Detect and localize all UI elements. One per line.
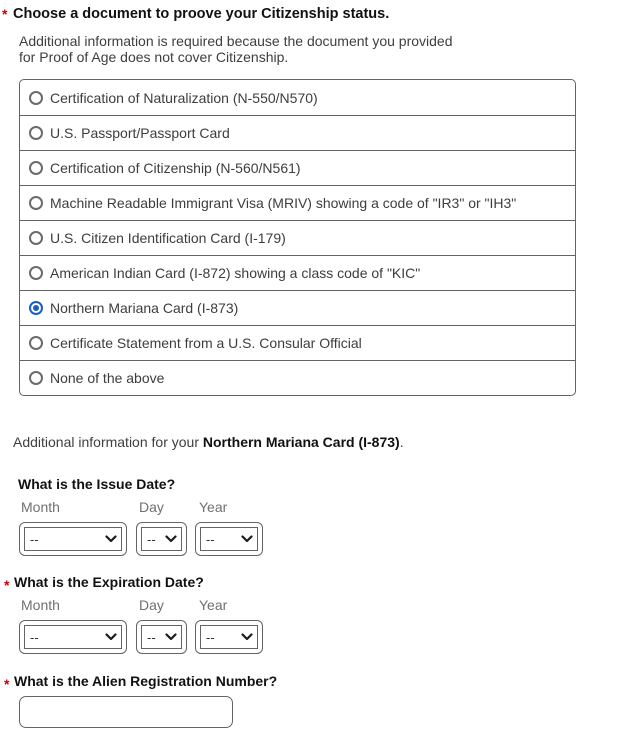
year-label: Year <box>199 499 228 515</box>
document-option-row[interactable] <box>20 185 575 220</box>
day-label: Day <box>139 597 164 613</box>
issue-year-select-wrapper <box>195 522 263 556</box>
radio-icon[interactable] <box>29 266 43 280</box>
help-line: Additional information is required because the document you provided <box>19 33 453 49</box>
issue-date-field-labels <box>19 499 618 515</box>
month-label: Month <box>21 597 60 613</box>
additional-info-suffix: . <box>399 434 404 450</box>
document-option-list <box>19 79 576 396</box>
document-option-row[interactable] <box>20 150 575 185</box>
expiration-date-heading: * What is the Expiration Date? <box>4 574 204 593</box>
radio-icon[interactable] <box>29 196 43 210</box>
additional-info-prefix: Additional information for your <box>13 434 203 450</box>
document-option-label: American Indian Card (I-872) showing a class code of "KIC" <box>50 265 421 281</box>
expiration-day-select-wrapper <box>136 620 187 654</box>
question-heading <box>2 0 618 22</box>
issue-date-selects <box>19 522 618 556</box>
expiration-date-selects <box>19 620 618 654</box>
document-option-label: Certification of Citizenship (N-560/N561) <box>50 160 301 176</box>
document-option-label: Machine Readable Immigrant Visa (MRIV) showing a code of "IR3" or "IH3" <box>50 195 517 211</box>
help-line: for Proof of Age does not cover Citizenship. <box>19 49 289 65</box>
radio-icon[interactable] <box>29 91 43 105</box>
issue-month-select[interactable] <box>24 527 122 551</box>
expiration-date-field-labels <box>19 597 618 613</box>
required-asterisk: * <box>4 676 10 692</box>
expiration-date-section <box>0 574 618 654</box>
issue-date-section <box>0 476 618 556</box>
selected-document-name: Northern Mariana Card (I-873) <box>202 434 400 450</box>
document-option-label: U.S. Passport/Passport Card <box>50 125 230 141</box>
document-option-label: None of the above <box>50 370 165 386</box>
day-label: Day <box>139 499 164 515</box>
issue-day-select-wrapper <box>136 522 187 556</box>
document-option-row[interactable] <box>20 220 575 255</box>
required-asterisk: * <box>2 6 8 22</box>
expiration-day-select[interactable] <box>141 625 182 649</box>
issue-year-select[interactable] <box>200 527 258 551</box>
question-help-text <box>19 33 618 65</box>
document-option-row[interactable] <box>20 360 575 395</box>
document-option-row[interactable] <box>20 255 575 290</box>
month-label: Month <box>21 499 60 515</box>
document-option-row[interactable] <box>20 290 575 325</box>
radio-icon[interactable] <box>29 161 43 175</box>
document-option-label: Northern Mariana Card (I-873) <box>50 300 239 316</box>
additional-info-text <box>13 434 618 450</box>
question-title: Choose a document to proove your Citizenship status. <box>13 6 390 22</box>
radio-icon[interactable] <box>29 371 43 385</box>
alien-number-section <box>0 673 618 728</box>
expiration-year-select-wrapper <box>195 620 263 654</box>
issue-day-select[interactable] <box>141 527 182 551</box>
document-option-row[interactable] <box>20 115 575 150</box>
year-label: Year <box>199 597 228 613</box>
required-asterisk: * <box>4 577 10 593</box>
expiration-year-select[interactable] <box>200 625 258 649</box>
alien-number-heading: * What is the Alien Registration Number? <box>4 673 278 692</box>
issue-date-heading: What is the Issue Date? <box>18 476 176 492</box>
issue-month-select-wrapper <box>19 522 127 556</box>
radio-icon[interactable] <box>29 336 43 350</box>
radio-icon[interactable] <box>29 231 43 245</box>
document-option-label: Certification of Naturalization (N-550/N570) <box>50 89 318 106</box>
document-option-label: U.S. Citizen Identification Card (I-179) <box>50 230 286 246</box>
radio-icon[interactable] <box>29 301 43 315</box>
alien-number-input[interactable] <box>19 696 233 728</box>
document-option-row[interactable] <box>20 325 575 360</box>
document-option-row[interactable] <box>20 80 575 115</box>
document-option-label: Certificate Statement from a U.S. Consular Official <box>50 335 362 351</box>
expiration-month-select[interactable] <box>24 625 122 649</box>
radio-icon[interactable] <box>29 126 43 140</box>
expiration-month-select-wrapper <box>19 620 127 654</box>
